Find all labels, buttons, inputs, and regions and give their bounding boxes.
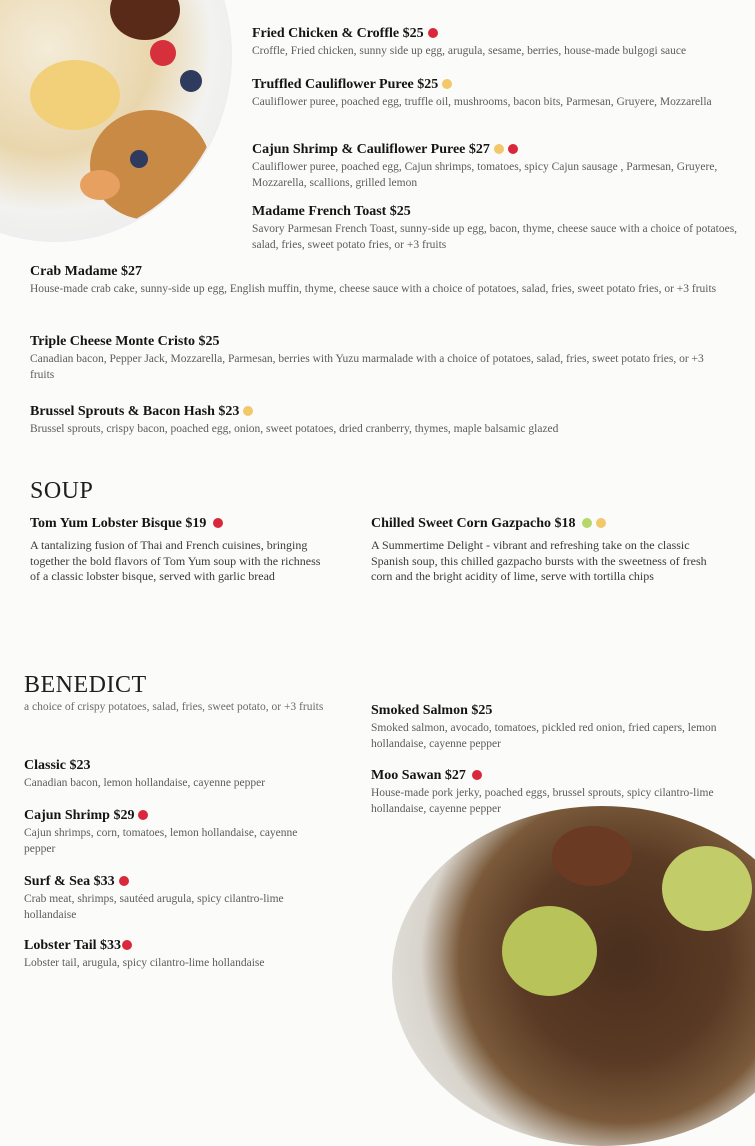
egg-yolk-shape [30, 60, 120, 130]
menu-item-fried-chicken-croffle [252, 25, 752, 59]
vegetarian-indicator-icon [494, 144, 504, 154]
menu-item-chilled-sweet-corn-gazpacho [371, 515, 721, 585]
item-description: Cauliflower puree, poached egg, Cajun shrimps, tomatoes, spicy Cajun sausage , Parmesan, Gruyere, Mozzarella, scallions, grilled lemon [252, 161, 718, 189]
section-heading-soup: SOUP [30, 478, 94, 504]
item-title: Truffled Cauliflower Puree $25 [252, 76, 747, 93]
poached-egg-shape [502, 906, 597, 996]
benedict-plate-photo [392, 806, 755, 1146]
menu-item-brussel-sprouts-bacon-hash [30, 403, 730, 437]
spicy-indicator-icon [122, 940, 132, 950]
item-title: Crab Madame $27 [30, 264, 142, 279]
item-title: Brussel Sprouts & Bacon Hash $23 [30, 403, 730, 420]
item-title: Triple Cheese Monte Cristo $25 [30, 334, 220, 349]
item-description: Crab meat, shrimps, sautéed arugula, spicy cilantro-lime hollandaise [24, 893, 284, 921]
item-title: Surf & Sea $33 [24, 873, 324, 890]
item-description: A Summertime Delight - vibrant and refreshing take on the classic Spanish soup, this chilled gazpacho bursts with the sweetness of fresh corn and the bright acidity of lime, serve with tortilla chips [371, 538, 707, 583]
menu-item-madame-french-toast [252, 203, 747, 253]
spicy-indicator-icon [119, 876, 129, 886]
item-description: Cajun shrimps, corn, tomatoes, lemon hollandaise, cayenne pepper [24, 827, 298, 855]
benedict-side-choice-note: a choice of crispy potatoes, salad, fries, sweet potato, or +3 fruits [24, 701, 324, 713]
item-description: House-made crab cake, sunny-side up egg, English muffin, thyme, cheese sauce with a choice of potatoes, salad, fries, sweet potato fries, or +3 fruits [30, 283, 717, 295]
vegetarian-indicator-icon [243, 406, 253, 416]
item-title: Cajun Shrimp & Cauliflower Puree $27 [252, 141, 747, 158]
item-description: Brussel sprouts, crispy bacon, poached egg, onion, sweet potatoes, dried cranberry, thymes, maple balsamic glazed [30, 423, 559, 435]
item-title: Tom Yum Lobster Bisque $19 [30, 515, 330, 532]
peach-shape [80, 170, 120, 200]
spicy-indicator-icon [508, 144, 518, 154]
item-description: Smoked salmon, avocado, tomatoes, pickled red onion, fried capers, lemon hollandaise, cayenne pepper [371, 722, 717, 750]
item-title: Cajun Shrimp $29 [24, 807, 314, 824]
menu-item-surf-and-sea-benedict [24, 873, 324, 923]
section-heading-benedict: BENEDICT [24, 672, 147, 698]
vegan-indicator-icon [582, 518, 592, 528]
item-description: A tantalizing fusion of Thai and French cuisines, bringing together the bold flavors of Tom Yum soup with the richness of a classic lobster bisque, served with garlic bread [30, 538, 321, 583]
spicy-indicator-icon [138, 810, 148, 820]
menu-item-triple-cheese-monte-cristo [30, 333, 730, 383]
item-description: Canadian bacon, Pepper Jack, Mozzarella, Parmesan, berries with Yuzu marmalade with a choice of potatoes, salad, fries, sweet potato fries, or +3 fruits [30, 353, 704, 381]
item-title: Classic $23 [24, 758, 91, 773]
item-description: Canadian bacon, lemon hollandaise, cayenne pepper [24, 777, 266, 789]
menu-item-tom-yum-lobster-bisque [30, 515, 330, 585]
item-title: Fried Chicken & Croffle $25 [252, 25, 752, 42]
menu-item-truffled-cauliflower-puree [252, 76, 747, 110]
menu-item-moo-sawan-benedict [371, 767, 731, 817]
poached-egg-shape [662, 846, 752, 931]
menu-item-crab-madame [30, 263, 730, 297]
menu-item-smoked-salmon-benedict [371, 702, 731, 752]
pork-jerky-shape [552, 826, 632, 886]
item-title: Chilled Sweet Corn Gazpacho $18 [371, 515, 721, 532]
spicy-indicator-icon [428, 28, 438, 38]
item-title: Smoked Salmon $25 [371, 703, 493, 718]
menu-item-cajun-shrimp-benedict [24, 807, 314, 857]
sauce-bowl-shape [110, 0, 180, 40]
vegetarian-indicator-icon [442, 79, 452, 89]
item-description: Lobster tail, arugula, spicy cilantro-lime hollandaise [24, 957, 265, 969]
spicy-indicator-icon [213, 518, 223, 528]
item-description: Cauliflower puree, poached egg, truffle oil, mushrooms, bacon bits, Parmesan, Gruyere, Mozzarella [252, 96, 712, 108]
waffle-shape [90, 110, 210, 220]
item-description: Savory Parmesan French Toast, sunny-side up egg, bacon, thyme, cheese sauce with a choice of potatoes, salad, fries, sweet potato fries, or +3 fruits [252, 223, 738, 251]
menu-item-cajun-shrimp-cauliflower-puree [252, 141, 747, 191]
item-title: Lobster Tail $33 [24, 937, 354, 954]
menu-item-classic-benedict [24, 757, 344, 791]
waffle-plate-photo [0, 0, 230, 240]
item-title: Moo Sawan $27 [371, 767, 731, 784]
vegetarian-indicator-icon [596, 518, 606, 528]
item-description: House-made pork jerky, poached eggs, brussel sprouts, spicy cilantro-lime hollandaise, cayenne pepper [371, 787, 714, 815]
blueberry-shape [130, 150, 148, 168]
item-description: Croffle, Fried chicken, sunny side up egg, arugula, sesame, berries, house-made bulgogi sauce [252, 45, 687, 57]
spicy-indicator-icon [472, 770, 482, 780]
strawberry-shape [150, 40, 176, 66]
blueberry-shape [180, 70, 202, 92]
menu-item-lobster-tail-benedict [24, 937, 354, 971]
item-title: Madame French Toast $25 [252, 204, 411, 219]
